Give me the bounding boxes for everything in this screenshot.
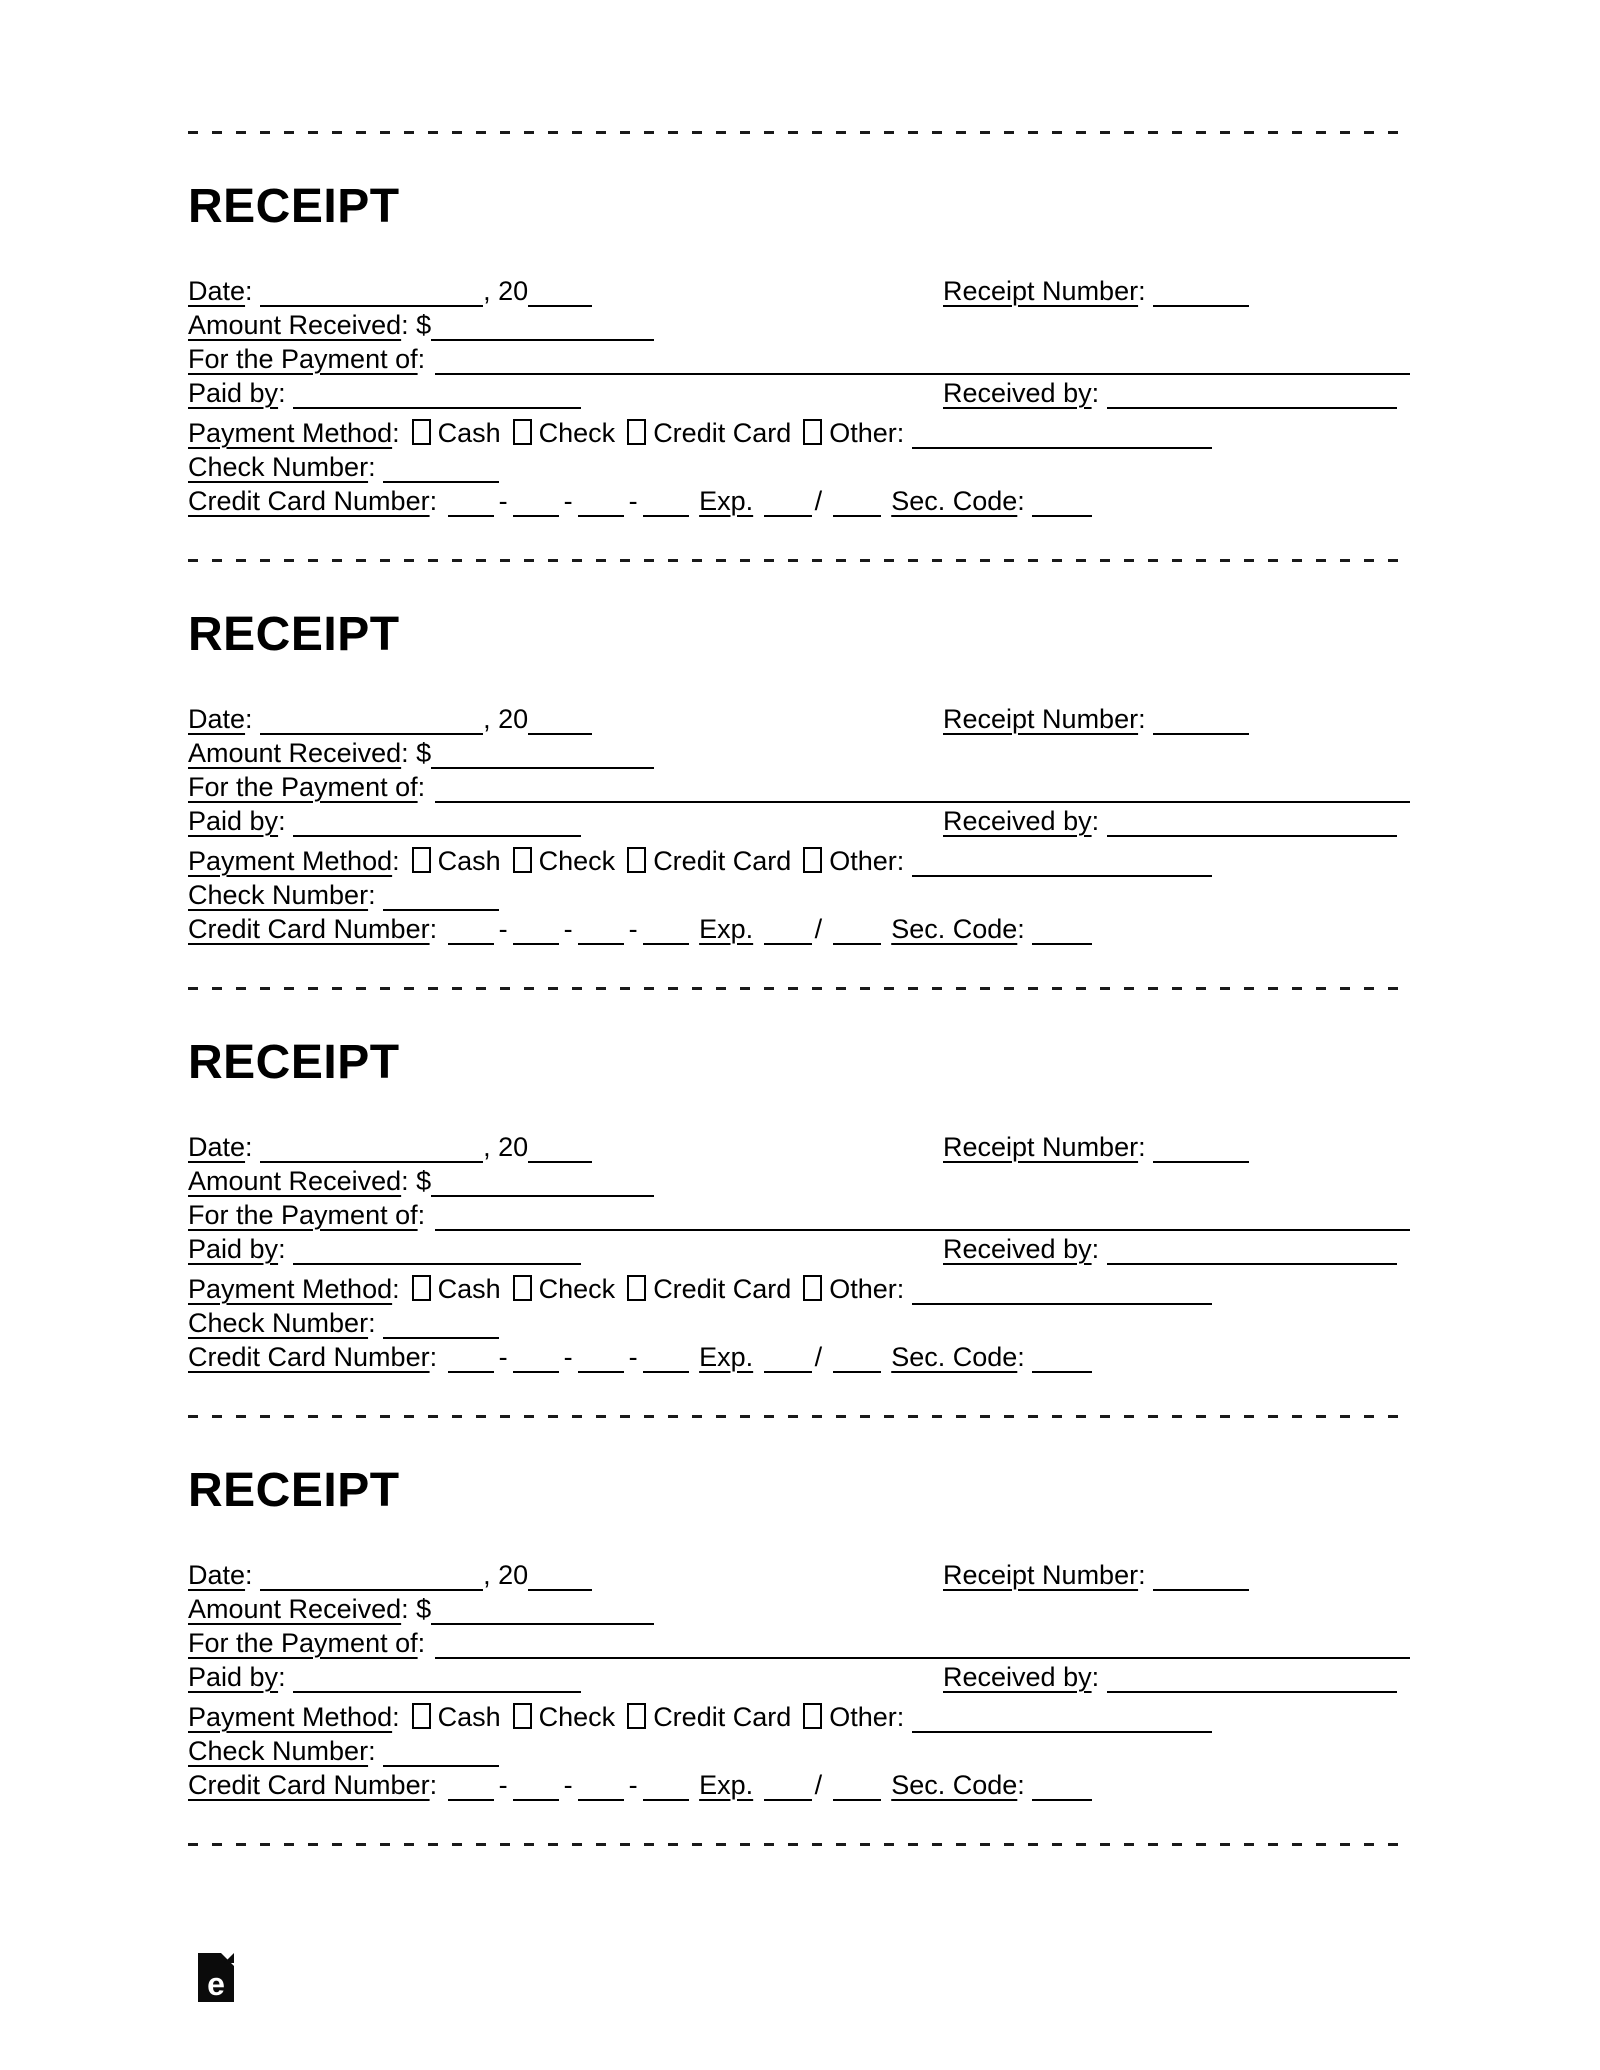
date-blank [260,1137,483,1163]
colon: : [1091,806,1100,836]
receipt-number-blank [1153,1137,1249,1163]
amount-blank [431,1171,654,1197]
card-number-separator: - [563,486,573,516]
receipt-number-field [943,1130,1249,1164]
cut-line-separator [188,1843,1410,1846]
cash-option-label: Cash [437,418,501,448]
card-number-blank [578,1347,624,1373]
card-number-blank [513,1347,559,1373]
check-option-label: Check [538,418,616,448]
amount-received-row [188,1592,1410,1626]
check-number-blank [383,457,499,483]
amount-received-label: Amount Received [188,738,402,768]
received-by-label: Received by [943,1234,1092,1264]
card-number-blank [578,919,624,945]
card-number-separator: - [498,486,508,516]
date-year-prefix: , 20 [483,1132,529,1162]
cut-line-separator [188,987,1410,990]
colon: : [429,914,438,944]
date-blank [260,1565,483,1591]
date-blank [260,709,483,735]
colon: : [368,452,376,482]
sec-code-label: Sec. Code [891,1342,1018,1372]
date-row [188,1558,1410,1592]
received-by-field [943,804,1397,838]
date-blank [260,281,483,307]
colon: : [1017,1770,1025,1800]
amount-received-row [188,1164,1410,1198]
card-number-separator: - [628,486,638,516]
sec-code-label: Sec. Code [891,1770,1018,1800]
exp-month-blank [764,919,812,945]
amount-received-row [188,308,1410,342]
checkbox-icon [513,1275,532,1301]
other-option-label: Other [829,1702,897,1732]
cut-line-separator [188,1415,1410,1418]
amount-blank [431,1599,654,1625]
date-year-blank [528,281,592,307]
card-number-blank [448,491,494,517]
receipt-number-label: Receipt Number [943,1132,1139,1162]
receipt-title: RECEIPT [188,1036,400,1089]
date-year-blank [528,709,592,735]
card-number-blank [448,1775,494,1801]
colon: : [1017,1342,1025,1372]
colon: : [417,344,426,374]
amount-received-label: Amount Received [188,1594,402,1624]
received-by-field [943,1232,1397,1266]
receipt-sections [188,131,1410,1843]
payment-method-row [188,844,1410,878]
colon: : [1091,1234,1100,1264]
card-number-separator: - [498,914,508,944]
date-year-blank [528,1565,592,1591]
checkbox-icon [803,847,822,873]
receipt-section [188,131,1410,559]
card-number-blank [578,491,624,517]
checkbox-icon [803,419,822,445]
card-number-blank [643,491,689,517]
for-payment-of-blank [435,1657,1410,1659]
received-by-label: Received by [943,806,1092,836]
colon: : [278,806,286,836]
colon: : [278,378,286,408]
checkbox-icon [513,419,532,445]
check-number-row [188,1734,1410,1768]
date-year-prefix: , 20 [483,276,529,306]
payer-row [188,1660,1410,1694]
sec-code-label: Sec. Code [891,486,1018,516]
exp-month-blank [764,491,812,517]
checkbox-icon [412,419,431,445]
card-number-blank [578,1775,624,1801]
received-by-blank [1107,1667,1397,1693]
colon: : [278,1234,286,1264]
for-payment-of-blank [435,801,1410,803]
credit-card-option-label: Credit Card [653,418,792,448]
cash-option-label: Cash [437,1702,501,1732]
exp-year-blank [833,919,881,945]
amount-blank [431,315,654,341]
card-number-blank [643,919,689,945]
credit-card-option-label: Credit Card [653,1274,792,1304]
other-option-label: Other [829,418,897,448]
other-blank [912,1707,1212,1733]
receipt-number-label: Receipt Number [943,1560,1139,1590]
sec-code-blank [1032,491,1092,517]
check-number-blank [383,885,499,911]
date-label: Date [188,704,246,734]
receipt-section [188,987,1410,1415]
for-payment-of-row [188,342,1410,376]
card-number-blank [513,491,559,517]
receipt-fields [188,1130,1410,1374]
amount-received-label: Amount Received [188,310,402,340]
card-number-separator: - [498,1342,508,1372]
exp-separator: / [814,914,823,944]
colon: : [429,486,438,516]
card-number-separator: - [563,914,573,944]
checkbox-icon [803,1275,822,1301]
date-year-prefix: , 20 [483,704,529,734]
check-number-blank [383,1741,499,1767]
credit-card-row [188,1768,1410,1802]
payer-row [188,804,1410,838]
paid-by-label: Paid by [188,378,279,408]
colon: : [401,1166,409,1196]
card-number-blank [448,919,494,945]
exp-separator: / [814,486,823,516]
other-blank [912,851,1212,877]
date-year-blank [528,1137,592,1163]
for-payment-of-label: For the Payment of [188,1200,418,1230]
credit-card-row [188,484,1410,518]
received-by-field [943,1660,1397,1694]
date-label: Date [188,1560,246,1590]
check-option-label: Check [538,1274,616,1304]
receipt-fields [188,1558,1410,1802]
currency-symbol: $ [416,310,432,340]
check-option-label: Check [538,1702,616,1732]
receipt-section [188,559,1410,987]
amount-blank [431,743,654,769]
checkbox-icon [513,847,532,873]
exp-separator: / [814,1770,823,1800]
checkbox-icon [627,419,646,445]
exp-separator: / [814,1342,823,1372]
date-year-prefix: , 20 [483,1560,529,1590]
check-number-label: Check Number [188,452,369,482]
colon: : [896,846,905,876]
payer-row [188,1232,1410,1266]
payment-method-row [188,1700,1410,1734]
receipt-title: RECEIPT [188,608,400,661]
card-number-separator: - [498,1770,508,1800]
for-payment-of-label: For the Payment of [188,772,418,802]
exp-month-blank [764,1775,812,1801]
checkbox-icon [627,847,646,873]
currency-symbol: $ [416,1594,432,1624]
checkbox-icon [412,847,431,873]
card-number-separator: - [628,914,638,944]
exp-year-blank [833,491,881,517]
colon: : [1017,486,1025,516]
colon: : [392,846,400,876]
paid-by-label: Paid by [188,1662,279,1692]
colon: : [368,880,376,910]
cut-line-separator [188,131,1410,134]
for-payment-of-blank [435,373,1410,375]
checkbox-icon [513,1703,532,1729]
paid-by-label: Paid by [188,1234,279,1264]
receipt-title: RECEIPT [188,1464,400,1517]
receipt-fields [188,274,1410,518]
colon: : [896,1274,905,1304]
payer-row [188,376,1410,410]
paid-by-label: Paid by [188,806,279,836]
for-payment-of-row [188,1198,1410,1232]
colon: : [401,310,409,340]
colon: : [417,1200,426,1230]
receipt-number-label: Receipt Number [943,276,1139,306]
receipt-number-field [943,274,1249,308]
sec-code-label: Sec. Code [891,914,1018,944]
credit-card-number-label: Credit Card Number [188,914,430,944]
receipt-number-field [943,1558,1249,1592]
amount-received-label: Amount Received [188,1166,402,1196]
colon: : [245,1560,253,1590]
colon: : [1138,1560,1146,1590]
other-blank [912,423,1212,449]
payment-method-row [188,416,1410,450]
card-number-separator: - [628,1342,638,1372]
currency-symbol: $ [416,1166,432,1196]
receipt-number-blank [1153,709,1249,735]
checkbox-icon [412,1275,431,1301]
colon: : [392,1702,400,1732]
credit-card-number-label: Credit Card Number [188,1770,430,1800]
paid-by-blank [293,383,581,409]
received-by-blank [1107,1239,1397,1265]
paid-by-blank [293,811,581,837]
colon: : [429,1770,438,1800]
colon: : [417,1628,426,1658]
date-row [188,1130,1410,1164]
colon: : [392,1274,400,1304]
credit-card-option-label: Credit Card [653,1702,792,1732]
exp-year-blank [833,1775,881,1801]
colon: : [368,1736,376,1766]
colon: : [392,418,400,448]
checkbox-icon [627,1703,646,1729]
receipt-number-label: Receipt Number [943,704,1139,734]
card-number-separator: - [563,1770,573,1800]
received-by-blank [1107,811,1397,837]
check-number-row [188,1306,1410,1340]
received-by-field [943,376,1397,410]
payment-method-label: Payment Method [188,846,393,876]
exp-label: Exp. [699,914,754,944]
colon: : [1017,914,1025,944]
colon: : [278,1662,286,1692]
sec-code-blank [1032,919,1092,945]
sec-code-blank [1032,1775,1092,1801]
card-number-blank [513,919,559,945]
date-row [188,274,1410,308]
card-number-blank [513,1775,559,1801]
colon: : [896,1702,905,1732]
checkbox-icon [412,1703,431,1729]
receipt-fields [188,702,1410,946]
check-option-label: Check [538,846,616,876]
colon: : [1091,378,1100,408]
card-number-blank [448,1347,494,1373]
checkbox-icon [803,1703,822,1729]
received-by-label: Received by [943,378,1092,408]
receipt-number-blank [1153,1565,1249,1591]
cut-line-separator [188,559,1410,562]
received-by-label: Received by [943,1662,1092,1692]
date-row [188,702,1410,736]
credit-card-row [188,912,1410,946]
credit-card-number-label: Credit Card Number [188,486,430,516]
credit-card-number-label: Credit Card Number [188,1342,430,1372]
card-number-blank [643,1347,689,1373]
receipt-title: RECEIPT [188,180,400,233]
date-label: Date [188,276,246,306]
other-option-label: Other [829,1274,897,1304]
exp-label: Exp. [699,486,754,516]
colon: : [429,1342,438,1372]
other-blank [912,1279,1212,1305]
currency-symbol: $ [416,738,432,768]
for-payment-of-row [188,770,1410,804]
colon: : [1138,1132,1146,1162]
amount-received-row [188,736,1410,770]
checkbox-icon [627,1275,646,1301]
colon: : [1138,704,1146,734]
other-option-label: Other [829,846,897,876]
receipt-number-field [943,702,1249,736]
colon: : [1091,1662,1100,1692]
exp-label: Exp. [699,1342,754,1372]
colon: : [401,1594,409,1624]
payment-method-label: Payment Method [188,418,393,448]
for-payment-of-blank [435,1229,1410,1231]
credit-card-option-label: Credit Card [653,846,792,876]
credit-card-row [188,1340,1410,1374]
colon: : [1138,276,1146,306]
check-number-row [188,450,1410,484]
for-payment-of-row [188,1626,1410,1660]
receipt-section [188,1415,1410,1843]
card-number-separator: - [628,1770,638,1800]
payment-method-row [188,1272,1410,1306]
eforms-logo-letter: e [207,1966,225,2002]
payment-method-label: Payment Method [188,1274,393,1304]
check-number-label: Check Number [188,1308,369,1338]
eforms-logo [198,1953,234,2002]
card-number-separator: - [563,1342,573,1372]
check-number-blank [383,1313,499,1339]
document-content [188,0,1410,1846]
colon: : [401,738,409,768]
colon: : [245,704,253,734]
date-label: Date [188,1132,246,1162]
exp-label: Exp. [699,1770,754,1800]
exp-month-blank [764,1347,812,1373]
colon: : [245,1132,253,1162]
card-number-blank [643,1775,689,1801]
receipt-number-blank [1153,281,1249,307]
check-number-label: Check Number [188,880,369,910]
cash-option-label: Cash [437,1274,501,1304]
cash-option-label: Cash [437,846,501,876]
for-payment-of-label: For the Payment of [188,344,418,374]
received-by-blank [1107,383,1397,409]
colon: : [245,276,253,306]
exp-year-blank [833,1347,881,1373]
colon: : [417,772,426,802]
paid-by-blank [293,1239,581,1265]
paid-by-blank [293,1667,581,1693]
check-number-label: Check Number [188,1736,369,1766]
colon: : [896,418,905,448]
check-number-row [188,878,1410,912]
colon: : [368,1308,376,1338]
for-payment-of-label: For the Payment of [188,1628,418,1658]
sec-code-blank [1032,1347,1092,1373]
payment-method-label: Payment Method [188,1702,393,1732]
